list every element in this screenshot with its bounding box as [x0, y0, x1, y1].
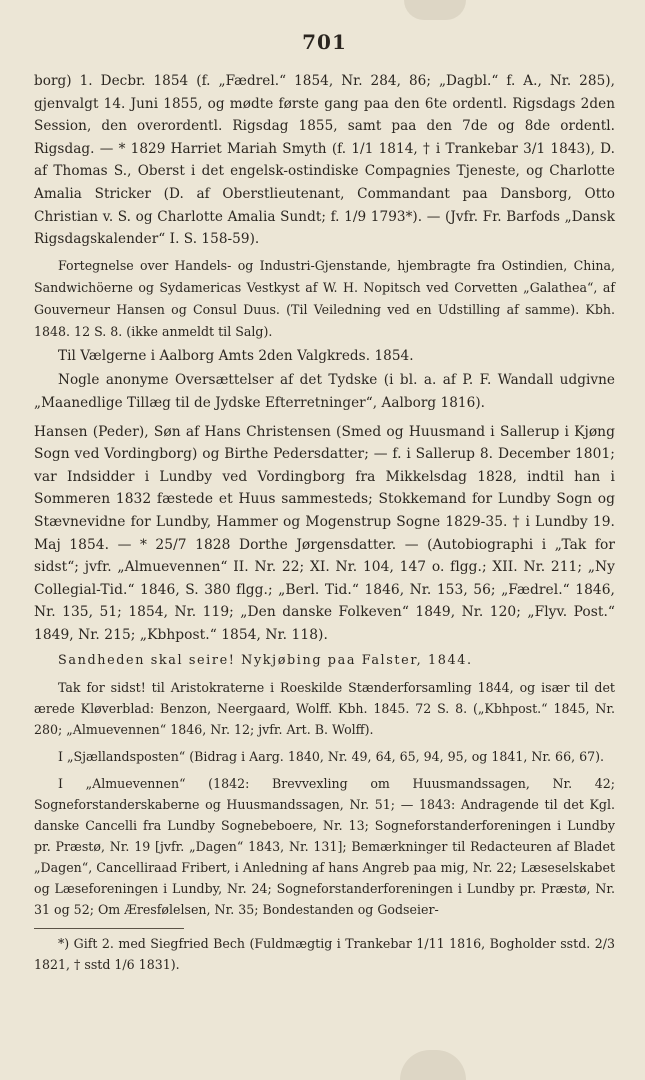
- work-title-oversaettelser: Nogle anonyme Oversættelser af det Tydske (i bl. a. af P. F. Wandall udgivne „Maanedlige Tillæg til de Jydske Efterretninger“, Aalborg 1816).: [34, 372, 615, 411]
- work-almuevennen: I „Almuevennen“ (1842: Brevvexling om Huusmandssagen, Nr. 42; Sogneforstanderskaberne og Huusmandssagen, Nr. 51; — 1843: Andragende til det Kgl. danske Cancelli fra Lundby Sognebeboere, Nr. 13; Sogneforstanderforeningen i Lundby pr. Præstø, Nr. 19 [jvfr. „Dagen“ 1843, Nr. 131]; Bemærkninger til Redacteuren af Bladet „Dagen“, Cancelliraad Fribert, i Anledning af hans Angreb paa mig, Nr. 22; Læseselskabet og Læseforeningen i Lundby, Nr. 24; Sogneforstanderforeningen i Lundby pr. Præstø, Nr. 31 og 52; Om Æresfølelsen, Nr. 35; Bondestanden og Godseier-: [34, 776, 615, 918]
- work-title-sandheden: Sandheden skal seire! Nykjøbing paa Falster, 1844.: [58, 653, 473, 669]
- footnote: *) Gift 2. med Siegfried Bech (Fuldmægtig i Trankebar 1/11 1816, Bogholder sstd. 2/3 1821, † sstd 1/6 1831).: [34, 936, 615, 973]
- footnote-divider: [34, 928, 184, 929]
- page-number: 701: [302, 30, 347, 54]
- work-title-tak-for-sidst: Tak for sidst! til Aristokraterne i Roeskilde Stænderforsamling 1844, og især til det ærede Kløverblad: Benzon, Neergaard, Wolff. Kbh. 1845. 72 S. 8. („Kbhpost.“ 1845, Nr. 280; „Almuevennen“ 1846, Nr. 12; jvfr. Art. B. Wolff).: [34, 680, 615, 738]
- entry-continuation: borg) 1. Decbr. 1854 (f. „Fædrel.“ 1854, Nr. 284, 86; „Dagbl.“ f. A., Nr. 285), gjenvalgt 14. Juni 1855, og mødte første gang paa den 6te ordentl. Rigsdags 2den Session, den overordentl. Rigsdag 1855, samt paa den 7de og 8de ordentl. Rigsdag. — * 1829 Harriet Mariah Smyth (f. 1/1 1814, † i Trankebar 3/1 1843), D. af Thomas S., Oberst i det engelsk-ostindiske Compagnies Tjeneste, og Charlotte Amalia Stricker (D. af Oberstlieutenant, Commandant paa Dansborg, Otto Christian v. S. og Charlotte Amalia Sundt; f. 1/9 1793*). — (Jvfr. Fr. Barfods „Dansk Rigsdagskalender“ I. S. 158-59).: [34, 73, 615, 248]
- page-hole-bottom: [400, 1050, 466, 1080]
- entry-hansen-peder: Hansen (Peder), Søn af Hans Christensen (Smed og Huusmand i Sallerup i Kjøng Sogn ved Vordingborg) og Birthe Pedersdatter; — f. i Sallerup 8. December 1801; var Indsidder i Lundby ved Vordingborg fra Mikkelsdag 1828, indtil han i Sommeren 1832 fæstede et Huus sammesteds; Stokkemand for Lundby Sogn og Stævnevidne for Lundby, Hammer og Mogenstrup Sogne 1829-35. † i Lundby 19. Maj 1854. — * 25/7 1828 Dorthe Jørgensdatter. — (Autobiographi i „Tak for sidst“; jvfr. „Almuevennen“ II. Nr. 22; XI. Nr. 104, 147 o. flgg.; XII. Nr. 211; „Ny Collegial-Tid.“ 1846, S. 380 flgg.; „Berl. Tid.“ 1846, Nr. 153, 56; „Fædrel.“ 1846, Nr. 135, 51; 1854, Nr. 119; „Den danske Folkeven“ 1849, Nr. 120; „Flyv. Post.“ 1849, Nr. 215; „Kbhpost.“ 1854, Nr. 118).: [34, 423, 615, 643]
- work-title-fortegnelse: Fortegnelse over Handels- og Industri-Gjenstande, hjembragte fra Ostindien, China, Sandwichöerne og Sydamericas Vestkyst af W. H. Nopitsch ved Corvetten „Galathea“, af Gouverneur Hansen og Consul Duus. (Til Veiledning ved en Udstilling af samme). Kbh. 1848. 12 S. 8. (ikke anmeldt til Salg).: [34, 257, 615, 339]
- work-title-vaelgerne: Til Vælgerne i Aalborg Amts 2den Valgkreds. 1854.: [58, 347, 414, 364]
- work-sjaellandsposten: I „Sjællandsposten“ (Bidrag i Aarg. 1840, Nr. 49, 64, 65, 94, 95, og 1841, Nr. 66, 67).: [58, 749, 605, 765]
- page-hole-top: [404, 0, 466, 20]
